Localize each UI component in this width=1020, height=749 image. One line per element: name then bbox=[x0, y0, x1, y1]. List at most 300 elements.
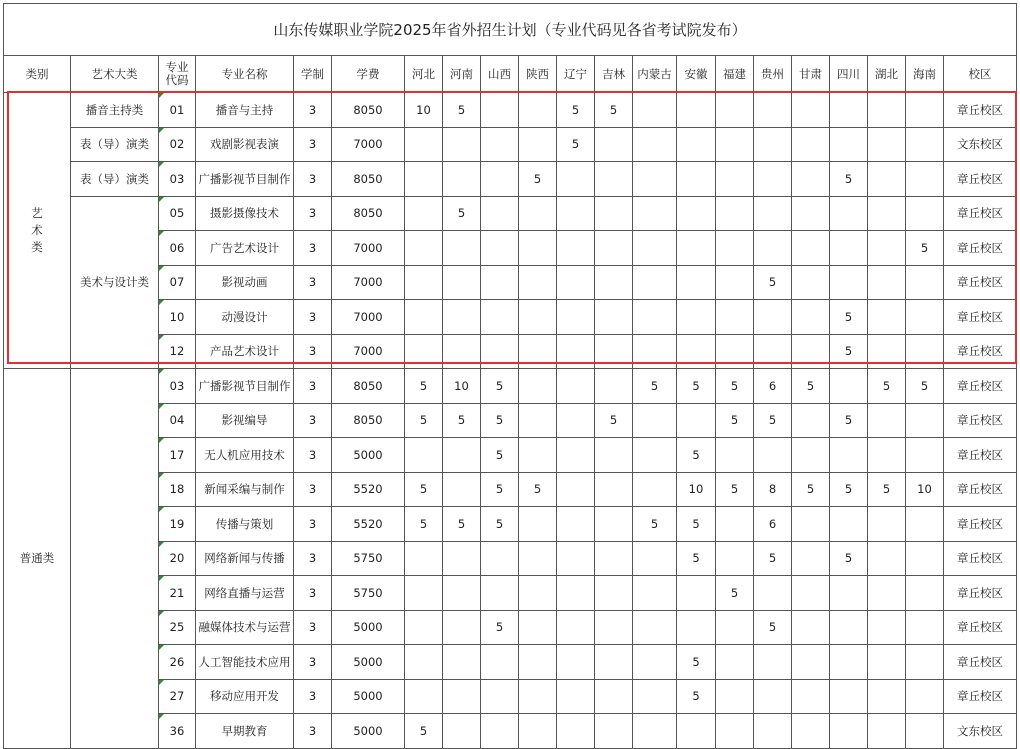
campus-cell: 章丘校区 bbox=[944, 645, 1017, 680]
quota-cell bbox=[443, 714, 481, 749]
tuition-cell: 8050 bbox=[332, 93, 405, 128]
quota-cell bbox=[443, 541, 481, 576]
quota-cell: 5 bbox=[595, 93, 633, 128]
category-art-char: 术 bbox=[31, 223, 43, 237]
quota-cell bbox=[754, 334, 792, 369]
quota-cell bbox=[595, 610, 633, 645]
quota-cell bbox=[906, 196, 944, 231]
quota-cell bbox=[906, 541, 944, 576]
tuition-cell: 5000 bbox=[332, 438, 405, 473]
quota-cell bbox=[405, 679, 443, 714]
header-province: 贵州 bbox=[754, 56, 792, 93]
quota-cell bbox=[792, 507, 830, 542]
quota-cell bbox=[830, 196, 868, 231]
campus-cell: 章丘校区 bbox=[944, 162, 1017, 197]
major-name-cell: 影视编导 bbox=[196, 403, 294, 438]
quota-cell bbox=[519, 645, 557, 680]
quota-cell bbox=[754, 645, 792, 680]
quota-cell: 5 bbox=[830, 472, 868, 507]
major-code-cell: 01 bbox=[159, 93, 196, 128]
quota-cell bbox=[830, 576, 868, 611]
quota-cell: 5 bbox=[868, 369, 906, 404]
quota-cell bbox=[481, 645, 519, 680]
quota-cell bbox=[595, 231, 633, 266]
quota-cell: 5 bbox=[481, 438, 519, 473]
major-code-cell: 03 bbox=[159, 369, 196, 404]
quota-cell bbox=[481, 196, 519, 231]
quota-cell: 5 bbox=[405, 714, 443, 749]
quota-cell bbox=[754, 93, 792, 128]
quota-cell bbox=[868, 196, 906, 231]
quota-cell bbox=[677, 265, 716, 300]
quota-cell: 5 bbox=[405, 507, 443, 542]
quota-cell bbox=[716, 645, 754, 680]
quota-cell bbox=[716, 610, 754, 645]
quota-cell bbox=[633, 679, 677, 714]
campus-cell: 章丘校区 bbox=[944, 93, 1017, 128]
quota-cell: 5 bbox=[830, 300, 868, 335]
major-name-cell: 播音与主持 bbox=[196, 93, 294, 128]
quota-cell bbox=[792, 576, 830, 611]
quota-cell bbox=[557, 162, 595, 197]
quota-cell bbox=[906, 645, 944, 680]
quota-cell bbox=[830, 679, 868, 714]
duration-cell: 3 bbox=[294, 127, 332, 162]
quota-cell bbox=[595, 334, 633, 369]
quota-cell bbox=[405, 334, 443, 369]
quota-cell bbox=[792, 265, 830, 300]
campus-cell: 章丘校区 bbox=[944, 196, 1017, 231]
quota-cell: 5 bbox=[906, 369, 944, 404]
quota-cell bbox=[792, 541, 830, 576]
major-code-cell: 07 bbox=[159, 265, 196, 300]
quota-cell bbox=[868, 300, 906, 335]
quota-cell: 10 bbox=[443, 369, 481, 404]
quota-cell bbox=[716, 438, 754, 473]
quota-cell bbox=[677, 576, 716, 611]
quota-cell bbox=[481, 714, 519, 749]
tuition-cell: 5520 bbox=[332, 472, 405, 507]
quota-cell bbox=[519, 334, 557, 369]
quota-cell bbox=[557, 472, 595, 507]
header-province: 河北 bbox=[405, 56, 443, 93]
header-code-line2: 代码 bbox=[165, 73, 189, 87]
major-code-cell: 25 bbox=[159, 610, 196, 645]
quota-cell: 5 bbox=[443, 403, 481, 438]
major-code-cell: 36 bbox=[159, 714, 196, 749]
quota-cell bbox=[906, 127, 944, 162]
quota-cell bbox=[754, 231, 792, 266]
quota-cell: 5 bbox=[754, 403, 792, 438]
quota-cell bbox=[792, 93, 830, 128]
duration-cell: 3 bbox=[294, 334, 332, 369]
tuition-cell: 5520 bbox=[332, 507, 405, 542]
major-name-cell: 动漫设计 bbox=[196, 300, 294, 335]
quota-cell bbox=[716, 127, 754, 162]
major-name-cell: 网络新闻与传播 bbox=[196, 541, 294, 576]
header-province: 辽宁 bbox=[557, 56, 595, 93]
quota-cell: 5 bbox=[754, 610, 792, 645]
quota-cell bbox=[519, 714, 557, 749]
tuition-cell: 7000 bbox=[332, 334, 405, 369]
quota-cell bbox=[557, 679, 595, 714]
duration-cell: 3 bbox=[294, 714, 332, 749]
quota-cell bbox=[830, 645, 868, 680]
table-body bbox=[4, 93, 1017, 749]
major-code-cell: 04 bbox=[159, 403, 196, 438]
quota-cell bbox=[716, 300, 754, 335]
quota-cell bbox=[868, 679, 906, 714]
quota-cell bbox=[633, 196, 677, 231]
quota-cell: 5 bbox=[481, 610, 519, 645]
header-province: 陕西 bbox=[519, 56, 557, 93]
quota-cell bbox=[519, 231, 557, 266]
major-code-cell: 19 bbox=[159, 507, 196, 542]
major-name-cell: 广播影视节目制作 bbox=[196, 369, 294, 404]
quota-cell bbox=[906, 576, 944, 611]
quota-cell bbox=[868, 231, 906, 266]
quota-cell bbox=[792, 679, 830, 714]
quota-cell: 5 bbox=[443, 507, 481, 542]
major-code-cell: 02 bbox=[159, 127, 196, 162]
quota-cell bbox=[633, 300, 677, 335]
quota-cell bbox=[595, 541, 633, 576]
quota-cell: 5 bbox=[868, 472, 906, 507]
campus-cell: 章丘校区 bbox=[944, 300, 1017, 335]
art-group-cell-empty bbox=[71, 369, 159, 749]
quota-cell bbox=[595, 438, 633, 473]
enrollment-table bbox=[3, 55, 1017, 749]
table-row bbox=[4, 127, 1017, 162]
quota-cell bbox=[830, 714, 868, 749]
quota-cell bbox=[443, 645, 481, 680]
quota-cell bbox=[595, 162, 633, 197]
quota-cell bbox=[595, 679, 633, 714]
quota-cell bbox=[906, 93, 944, 128]
tuition-cell: 5000 bbox=[332, 679, 405, 714]
quota-cell bbox=[830, 265, 868, 300]
quota-cell bbox=[595, 507, 633, 542]
major-code-cell: 26 bbox=[159, 645, 196, 680]
major-name-cell: 网络直播与运营 bbox=[196, 576, 294, 611]
quota-cell bbox=[792, 196, 830, 231]
major-name-cell: 广告艺术设计 bbox=[196, 231, 294, 266]
quota-cell bbox=[519, 265, 557, 300]
quota-cell bbox=[481, 231, 519, 266]
campus-cell: 章丘校区 bbox=[944, 507, 1017, 542]
campus-cell: 文东校区 bbox=[944, 127, 1017, 162]
tuition-cell: 5000 bbox=[332, 645, 405, 680]
quota-cell bbox=[443, 679, 481, 714]
quota-cell bbox=[557, 300, 595, 335]
quota-cell bbox=[405, 231, 443, 266]
major-name-cell: 无人机应用技术 bbox=[196, 438, 294, 473]
quota-cell bbox=[633, 576, 677, 611]
quota-cell bbox=[557, 196, 595, 231]
tuition-cell: 7000 bbox=[332, 300, 405, 335]
header-art-group: 艺术大类 bbox=[71, 56, 159, 93]
major-name-cell: 影视动画 bbox=[196, 265, 294, 300]
major-name-cell: 新闻采编与制作 bbox=[196, 472, 294, 507]
duration-cell: 3 bbox=[294, 162, 332, 197]
quota-cell: 5 bbox=[754, 265, 792, 300]
campus-cell: 章丘校区 bbox=[944, 438, 1017, 473]
quota-cell bbox=[792, 300, 830, 335]
quota-cell: 5 bbox=[481, 507, 519, 542]
quota-cell bbox=[557, 507, 595, 542]
quota-cell bbox=[557, 576, 595, 611]
quota-cell bbox=[595, 714, 633, 749]
quota-cell bbox=[595, 265, 633, 300]
major-code-cell: 20 bbox=[159, 541, 196, 576]
header-province: 内蒙古 bbox=[633, 56, 677, 93]
quota-cell bbox=[868, 507, 906, 542]
quota-cell bbox=[754, 127, 792, 162]
major-name-cell: 广播影视节目制作 bbox=[196, 162, 294, 197]
quota-cell bbox=[557, 231, 595, 266]
quota-cell: 5 bbox=[677, 438, 716, 473]
quota-cell: 5 bbox=[557, 127, 595, 162]
quota-cell: 5 bbox=[716, 369, 754, 404]
quota-cell bbox=[868, 403, 906, 438]
quota-cell: 10 bbox=[677, 472, 716, 507]
quota-cell bbox=[633, 438, 677, 473]
header-major-code bbox=[159, 56, 196, 93]
quota-cell bbox=[677, 300, 716, 335]
quota-cell bbox=[792, 714, 830, 749]
quota-cell bbox=[754, 438, 792, 473]
tuition-cell: 5750 bbox=[332, 576, 405, 611]
quota-cell bbox=[519, 127, 557, 162]
quota-cell bbox=[716, 679, 754, 714]
quota-cell bbox=[595, 645, 633, 680]
header-province: 海南 bbox=[906, 56, 944, 93]
quota-cell bbox=[633, 403, 677, 438]
campus-cell: 章丘校区 bbox=[944, 541, 1017, 576]
tuition-cell: 7000 bbox=[332, 265, 405, 300]
quota-cell bbox=[557, 265, 595, 300]
quota-cell: 5 bbox=[830, 403, 868, 438]
quota-cell bbox=[754, 714, 792, 749]
table-header-row bbox=[4, 56, 1017, 93]
campus-cell: 章丘校区 bbox=[944, 334, 1017, 369]
header-province: 四川 bbox=[830, 56, 868, 93]
quota-cell bbox=[443, 576, 481, 611]
quota-cell: 5 bbox=[716, 576, 754, 611]
quota-cell: 5 bbox=[481, 403, 519, 438]
quota-cell bbox=[405, 645, 443, 680]
quota-cell bbox=[519, 93, 557, 128]
quota-cell bbox=[595, 576, 633, 611]
quota-cell bbox=[677, 127, 716, 162]
quota-cell bbox=[792, 438, 830, 473]
duration-cell: 3 bbox=[294, 610, 332, 645]
quota-cell bbox=[716, 231, 754, 266]
art-group-cell: 美术与设计类 bbox=[71, 196, 159, 369]
campus-cell: 章丘校区 bbox=[944, 265, 1017, 300]
quota-cell: 5 bbox=[481, 472, 519, 507]
duration-cell: 3 bbox=[294, 541, 332, 576]
quota-cell bbox=[481, 162, 519, 197]
quota-cell bbox=[443, 472, 481, 507]
quota-cell bbox=[868, 162, 906, 197]
quota-cell bbox=[557, 403, 595, 438]
quota-cell: 10 bbox=[405, 93, 443, 128]
quota-cell: 5 bbox=[716, 472, 754, 507]
quota-cell bbox=[868, 714, 906, 749]
quota-cell bbox=[677, 162, 716, 197]
quota-cell bbox=[906, 714, 944, 749]
quota-cell bbox=[595, 300, 633, 335]
quota-cell bbox=[443, 231, 481, 266]
campus-cell: 章丘校区 bbox=[944, 610, 1017, 645]
quota-cell bbox=[716, 541, 754, 576]
quota-cell: 5 bbox=[633, 507, 677, 542]
quota-cell bbox=[633, 162, 677, 197]
header-category: 类别 bbox=[4, 56, 71, 93]
quota-cell bbox=[906, 300, 944, 335]
campus-cell: 章丘校区 bbox=[944, 231, 1017, 266]
quota-cell bbox=[519, 507, 557, 542]
header-campus: 校区 bbox=[944, 56, 1017, 93]
tuition-cell: 5000 bbox=[332, 714, 405, 749]
quota-cell: 5 bbox=[443, 196, 481, 231]
table-row bbox=[4, 162, 1017, 197]
quota-cell bbox=[519, 541, 557, 576]
header-major-name: 专业名称 bbox=[196, 56, 294, 93]
quota-cell bbox=[868, 93, 906, 128]
quota-cell: 5 bbox=[792, 472, 830, 507]
quota-cell bbox=[519, 438, 557, 473]
quota-cell bbox=[716, 334, 754, 369]
campus-cell: 章丘校区 bbox=[944, 369, 1017, 404]
duration-cell: 3 bbox=[294, 679, 332, 714]
category-art-cell bbox=[4, 93, 71, 369]
major-name-cell: 早期教育 bbox=[196, 714, 294, 749]
quota-cell bbox=[405, 610, 443, 645]
quota-cell bbox=[519, 679, 557, 714]
campus-cell: 章丘校区 bbox=[944, 679, 1017, 714]
quota-cell bbox=[868, 265, 906, 300]
quota-cell bbox=[481, 576, 519, 611]
quota-cell bbox=[557, 369, 595, 404]
quota-cell bbox=[830, 507, 868, 542]
duration-cell: 3 bbox=[294, 645, 332, 680]
quota-cell bbox=[481, 334, 519, 369]
quota-cell bbox=[754, 576, 792, 611]
quota-cell bbox=[830, 438, 868, 473]
quota-cell bbox=[906, 162, 944, 197]
quota-cell: 5 bbox=[830, 162, 868, 197]
tuition-cell: 5000 bbox=[332, 610, 405, 645]
quota-cell bbox=[633, 541, 677, 576]
quota-cell bbox=[792, 127, 830, 162]
duration-cell: 3 bbox=[294, 231, 332, 266]
quota-cell bbox=[792, 231, 830, 266]
quota-cell bbox=[443, 438, 481, 473]
sheet-title: 山东传媒职业学院2025年省外招生计划（专业代码见各省考试院发布） bbox=[3, 3, 1017, 55]
major-code-cell: 17 bbox=[159, 438, 196, 473]
major-code-cell: 05 bbox=[159, 196, 196, 231]
quota-cell bbox=[792, 610, 830, 645]
header-province: 湖北 bbox=[868, 56, 906, 93]
quota-cell bbox=[906, 334, 944, 369]
quota-cell bbox=[868, 438, 906, 473]
category-general-cell: 普通类 bbox=[4, 369, 71, 749]
quota-cell bbox=[481, 265, 519, 300]
quota-cell bbox=[481, 93, 519, 128]
major-name-cell: 移动应用开发 bbox=[196, 679, 294, 714]
quota-cell bbox=[405, 196, 443, 231]
duration-cell: 3 bbox=[294, 196, 332, 231]
quota-cell: 5 bbox=[633, 369, 677, 404]
quota-cell: 5 bbox=[716, 403, 754, 438]
quota-cell bbox=[677, 714, 716, 749]
quota-cell: 5 bbox=[830, 334, 868, 369]
quota-cell: 5 bbox=[595, 403, 633, 438]
quota-cell: 5 bbox=[830, 541, 868, 576]
quota-cell bbox=[677, 93, 716, 128]
quota-cell bbox=[443, 334, 481, 369]
quota-cell bbox=[557, 610, 595, 645]
campus-cell: 章丘校区 bbox=[944, 403, 1017, 438]
quota-cell: 5 bbox=[557, 93, 595, 128]
header-tuition: 学费 bbox=[332, 56, 405, 93]
duration-cell: 3 bbox=[294, 93, 332, 128]
quota-cell bbox=[557, 714, 595, 749]
header-duration: 学制 bbox=[294, 56, 332, 93]
quota-cell bbox=[677, 610, 716, 645]
art-group-cell: 播音主持类 bbox=[71, 93, 159, 128]
quota-cell bbox=[405, 300, 443, 335]
quota-cell bbox=[906, 403, 944, 438]
quota-cell: 5 bbox=[754, 541, 792, 576]
duration-cell: 3 bbox=[294, 438, 332, 473]
header-province: 吉林 bbox=[595, 56, 633, 93]
quota-cell bbox=[906, 438, 944, 473]
duration-cell: 3 bbox=[294, 472, 332, 507]
quota-cell bbox=[519, 576, 557, 611]
duration-cell: 3 bbox=[294, 507, 332, 542]
quota-cell bbox=[633, 334, 677, 369]
quota-cell bbox=[716, 265, 754, 300]
tuition-cell: 8050 bbox=[332, 196, 405, 231]
quota-cell bbox=[519, 610, 557, 645]
quota-cell bbox=[906, 507, 944, 542]
quota-cell bbox=[792, 162, 830, 197]
major-code-cell: 27 bbox=[159, 679, 196, 714]
quota-cell bbox=[519, 300, 557, 335]
quota-cell bbox=[716, 507, 754, 542]
quota-cell bbox=[906, 679, 944, 714]
major-name-cell: 产品艺术设计 bbox=[196, 334, 294, 369]
quota-cell bbox=[792, 334, 830, 369]
quota-cell bbox=[405, 265, 443, 300]
tuition-cell: 8050 bbox=[332, 369, 405, 404]
quota-cell bbox=[443, 127, 481, 162]
major-name-cell: 人工智能技术应用 bbox=[196, 645, 294, 680]
quota-cell bbox=[716, 714, 754, 749]
quota-cell: 5 bbox=[677, 679, 716, 714]
major-code-cell: 10 bbox=[159, 300, 196, 335]
quota-cell bbox=[754, 162, 792, 197]
quota-cell: 5 bbox=[405, 403, 443, 438]
tuition-cell: 5750 bbox=[332, 541, 405, 576]
quota-cell: 5 bbox=[677, 507, 716, 542]
header-province: 安徽 bbox=[677, 56, 716, 93]
quota-cell bbox=[868, 541, 906, 576]
quota-cell bbox=[595, 127, 633, 162]
